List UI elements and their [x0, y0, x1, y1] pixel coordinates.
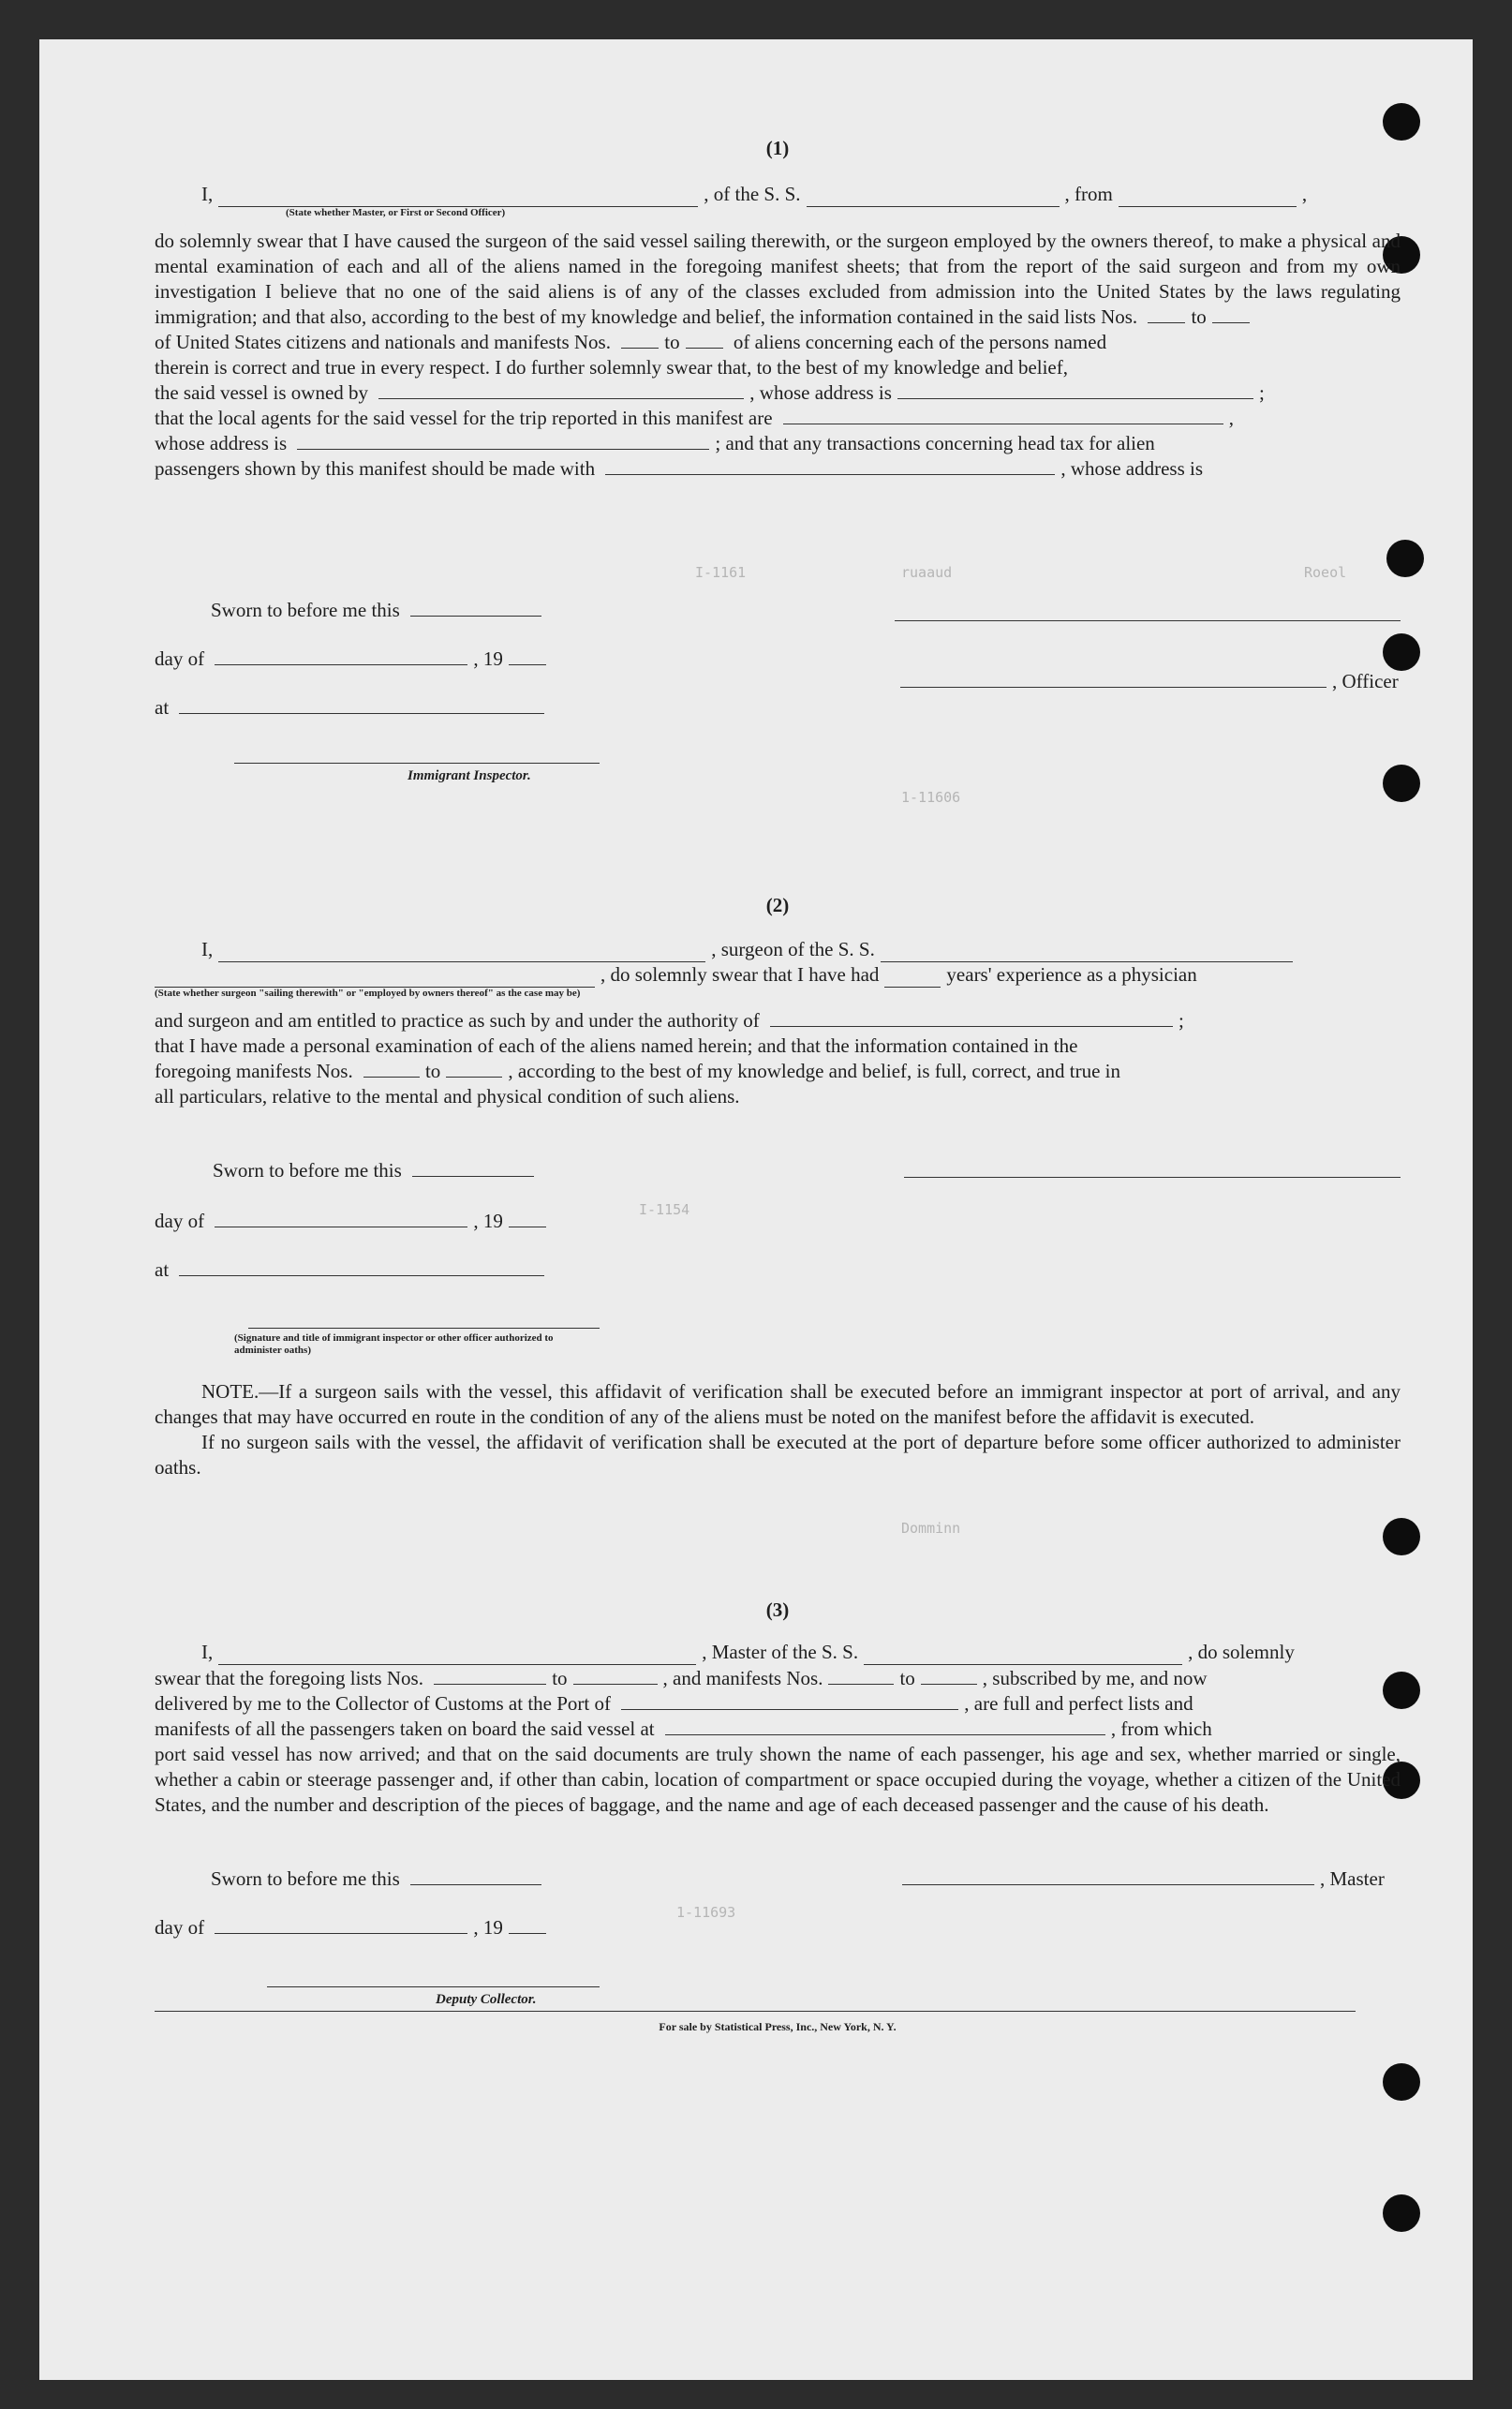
vessel-name-field[interactable]: [807, 189, 1060, 207]
publisher-imprint: For sale by Statistical Press, Inc., New York, N. Y.: [659, 2020, 897, 2033]
note-text-2: If no surgeon sails with the vessel, the affidavit of verification shall be executed at the port of departure before some officer authorized to administer oaths.: [155, 1431, 1401, 1479]
month-field[interactable]: [215, 647, 467, 665]
note-text-1: —If a surgeon sails with the vessel, this affidavit of verification shall be executed before an immigrant inspector at port of arrival, and any changes that may have occurred en route in the condition of any of the aliens must be noted on the manifest before the affidavit is executed.: [155, 1380, 1401, 1428]
surgeon-name-field[interactable]: [218, 944, 705, 962]
year-label: , 19: [473, 1210, 503, 1232]
text: years' experience as a physician: [946, 963, 1197, 986]
year-field[interactable]: [509, 647, 546, 665]
text: , from: [1064, 183, 1113, 205]
text: , surgeon of the S. S.: [711, 938, 875, 960]
officer-rank-field[interactable]: [218, 189, 698, 207]
sworn-day-field[interactable]: [410, 599, 541, 617]
years-field[interactable]: [884, 970, 941, 988]
surgeon-signature-line[interactable]: [904, 1177, 1401, 1178]
inspector-title: Immigrant Inspector.: [408, 768, 531, 783]
year-label: , 19: [473, 1916, 503, 1939]
section-3-number: (3): [765, 1599, 790, 1621]
from-port-field[interactable]: [1119, 189, 1297, 207]
surgeon-status-field[interactable]: [155, 970, 595, 988]
footer-rule: [155, 2011, 1356, 2012]
section-2-oath: and surgeon and am entitled to practice as such by and under the authority of ; that I have made a personal examination of each of the aliens named herein; and that the information contained in the foregoing manifests Nos. to , according to the best of my knowledge and belief, is full, correct, and true in all particulars, relative to the mental and physical condition of such aliens.: [155, 1009, 1184, 1108]
day-of-label: day of: [155, 647, 205, 670]
note-block: [155, 1379, 1401, 1480]
note-label: NOTE.: [201, 1380, 259, 1403]
year-field[interactable]: [509, 1916, 546, 1934]
section-2-surgeon-line: [155, 937, 1401, 1000]
at-label: at: [155, 1258, 170, 1281]
month-field[interactable]: [215, 1916, 467, 1934]
binder-hole: [1383, 2194, 1420, 2232]
text: , Master of the S. S.: [702, 1641, 859, 1663]
text: I,: [201, 938, 214, 960]
officer-signature-line-1[interactable]: [895, 620, 1401, 621]
text: ,: [1301, 183, 1308, 205]
section-1-jurat: [155, 564, 1401, 826]
month-field[interactable]: [215, 1210, 467, 1227]
binder-hole: [1383, 1518, 1420, 1555]
manifest-page: (1) I, , of the S. S. , from , (State whether Master, or First or Second Officer) do solemnly swear that I have caused the surgeon of the said vessel sailing therewith, or the surgeon employed by the owners thereof, to make a physical and mental examination of each and all of the aliens named in the foregoing manifest sheets; that from the report of the said surgeon and from my own investigation I believe that no one of the said aliens is of any of the classes excluded from admission into the United States by the laws regulating immigration; and that also, according to the best of my knowledge and belief, the information contained in the said lists Nos. to of United States citizens and nationals and manifests Nos. to of aliens concerning each of the persons named therein is correct and true in every respect. I do further solemnly swear that, to the best of my knowledge and belief, the said vessel is owned by , whose address is ; that the local agents for the said vessel for the trip reported in this manifest are , whose address is ; and that any transactions concerning head tax for alien passengers shown by this manifest should be made with , whose address is Sworn to before me this day of , 19 at Immigrant Inspector. , Officer I-1161 ruaaud Roeol 1-11606 I-1154 Domminn 1-11693 (2) I, , surgeon of the S. S. , do solemnly swear that I have had years' experience as a physician (State whether surgeon "sailing therewith" or "employed by owners thereof" as the case may be) and surgeon and am entitled to practice as such by and under the authority of ; that I have made a personal examination of each of the aliens named herein; and that the information contained in the foregoing manifests Nos. to , according to the best of my knowledge and belief, is full, correct, and true in all particulars, relative to the mental and physical condition of such aliens. Sworn to before me this day of , 19 at (Signature and title of immigrant inspector or other officer authorized to administer oaths) NOTE.—If a surgeon sails with the vessel, this affidavit of verification shall be executed before an immigrant inspector at port of arrival, and any changes that may have occurred en route in the condition of any of the aliens must be noted on the manifest before the affidavit is executed. If no surgeon sails with the vessel, the affidavit of verification shall be executed at the port of departure before some officer authorized to administer oaths. (3) I, , Master of the S. S. , do solemnly swear that the foregoing lists Nos. to , and manifests Nos. to , subscribed by me, and now delivered by me to the Collector of Customs at the Port of , are full and perfect lists and manifests of all the passengers taken on board the said vessel at , from which port said vessel has now arrived; and that on the said documents are truly shown the name of each passenger, his age and sex, whether married or single, whether a cabin or steerage passenger and, if other than cabin, location of compartment or space occupied during the voyage, whether a citizen of the United States, and the number and description of the pieces of baggage, and the name and age of each deceased passenger and the cause of his death. Sworn to before me this day of , 19 Deputy Collector. , Master For sale by Statistical Press, Inc., New York, N. Y.: [39, 39, 1473, 2380]
officer-signature-line-2[interactable]: [900, 670, 1327, 688]
master-label: , Master: [1320, 1867, 1385, 1890]
binder-hole: [1383, 103, 1420, 141]
binder-hole: [1383, 2063, 1420, 2101]
section-3-jurat: [155, 1857, 1401, 2045]
sworn-label: Sworn to before me this: [213, 1159, 402, 1182]
field-note: (State whether surgeon "sailing therewith" or "employed by owners thereof" as the case may be): [155, 988, 581, 999]
section-1-master-line: [155, 182, 1401, 219]
section-2-jurat: [155, 1136, 1401, 1370]
at-label: at: [155, 696, 170, 719]
officer-label: , Officer: [1332, 670, 1399, 692]
text: , do solemnly swear that I have had: [600, 963, 880, 986]
collector-signature-line[interactable]: [267, 1986, 600, 1987]
master-signature-line[interactable]: [902, 1867, 1314, 1885]
day-of-label: day of: [155, 1210, 205, 1232]
place-field[interactable]: [179, 1258, 544, 1276]
section-3-oath: swear that the foregoing lists Nos. to , and manifests Nos. to , subscribed by me, and now delivered by me to the Collector of Customs at the Port of , are full and perfect lists and manifests of all the passengers taken on board the said vessel at , from which port said vessel has now arrived; and that on the said documents are truly shown the name of each passenger, his age and sex, whether married or single, whether a cabin or steerage passenger and, if other than cabin, location of compartment or space occupied during the voyage, whether a citizen of the United States, and the number and description of the pieces of baggage, and the name and age of each deceased passenger and the cause of his death.: [155, 1667, 1401, 1816]
section-1-oath: do solemnly swear that I have caused the surgeon of the said vessel sailing therewith, or the surgeon employed by the owners thereof, to make a physical and mental examination of each and all of the aliens named in the foregoing manifest sheets; that from the report of the said surgeon and from my own investigation I believe that no one of the said aliens is of any of the classes excluded from admission into the United States by the laws regulating immigration; and that also, according to the best of my knowledge and belief, the information contained in the said lists Nos. to of United States citizens and nationals and manifests Nos. to of aliens concerning each of the persons named therein is correct and true in every respect. I do further solemnly swear that, to the best of my knowledge and belief, the said vessel is owned by , whose address is ; that the local agents for the said vessel for the trip reported in this manifest are , whose address is ; and that any transactions concerning head tax for alien passengers shown by this manifest should be made with , whose address is: [155, 230, 1401, 480]
place-field[interactable]: [179, 696, 544, 714]
field-note: (State whether Master, or First or Second Officer): [286, 207, 506, 218]
year-label: , 19: [473, 647, 503, 670]
sworn-day-field[interactable]: [412, 1159, 534, 1177]
text: , of the S. S.: [704, 183, 801, 205]
section-1-number: (1): [765, 137, 790, 159]
year-field[interactable]: [509, 1210, 546, 1227]
day-of-label: day of: [155, 1916, 205, 1939]
inspector-signature-line[interactable]: [234, 763, 600, 764]
sworn-day-field[interactable]: [410, 1867, 541, 1885]
text: , do solemnly: [1188, 1641, 1295, 1663]
sworn-label: Sworn to before me this: [211, 599, 400, 621]
signature-note: (Signature and title of immigrant inspector or other officer authorized to administer oaths): [234, 1332, 554, 1356]
authority-signature-line[interactable]: [248, 1328, 600, 1329]
master-name-field[interactable]: [218, 1647, 696, 1665]
section-3-master-line: [155, 1640, 1401, 1665]
vessel-name-field[interactable]: [881, 944, 1293, 962]
vessel-name-field[interactable]: [864, 1647, 1182, 1665]
deputy-collector-title: Deputy Collector.: [436, 1992, 537, 2007]
sworn-label: Sworn to before me this: [211, 1867, 400, 1890]
text: I,: [201, 1641, 214, 1663]
text: I,: [201, 183, 214, 205]
section-2-number: (2): [765, 894, 790, 916]
